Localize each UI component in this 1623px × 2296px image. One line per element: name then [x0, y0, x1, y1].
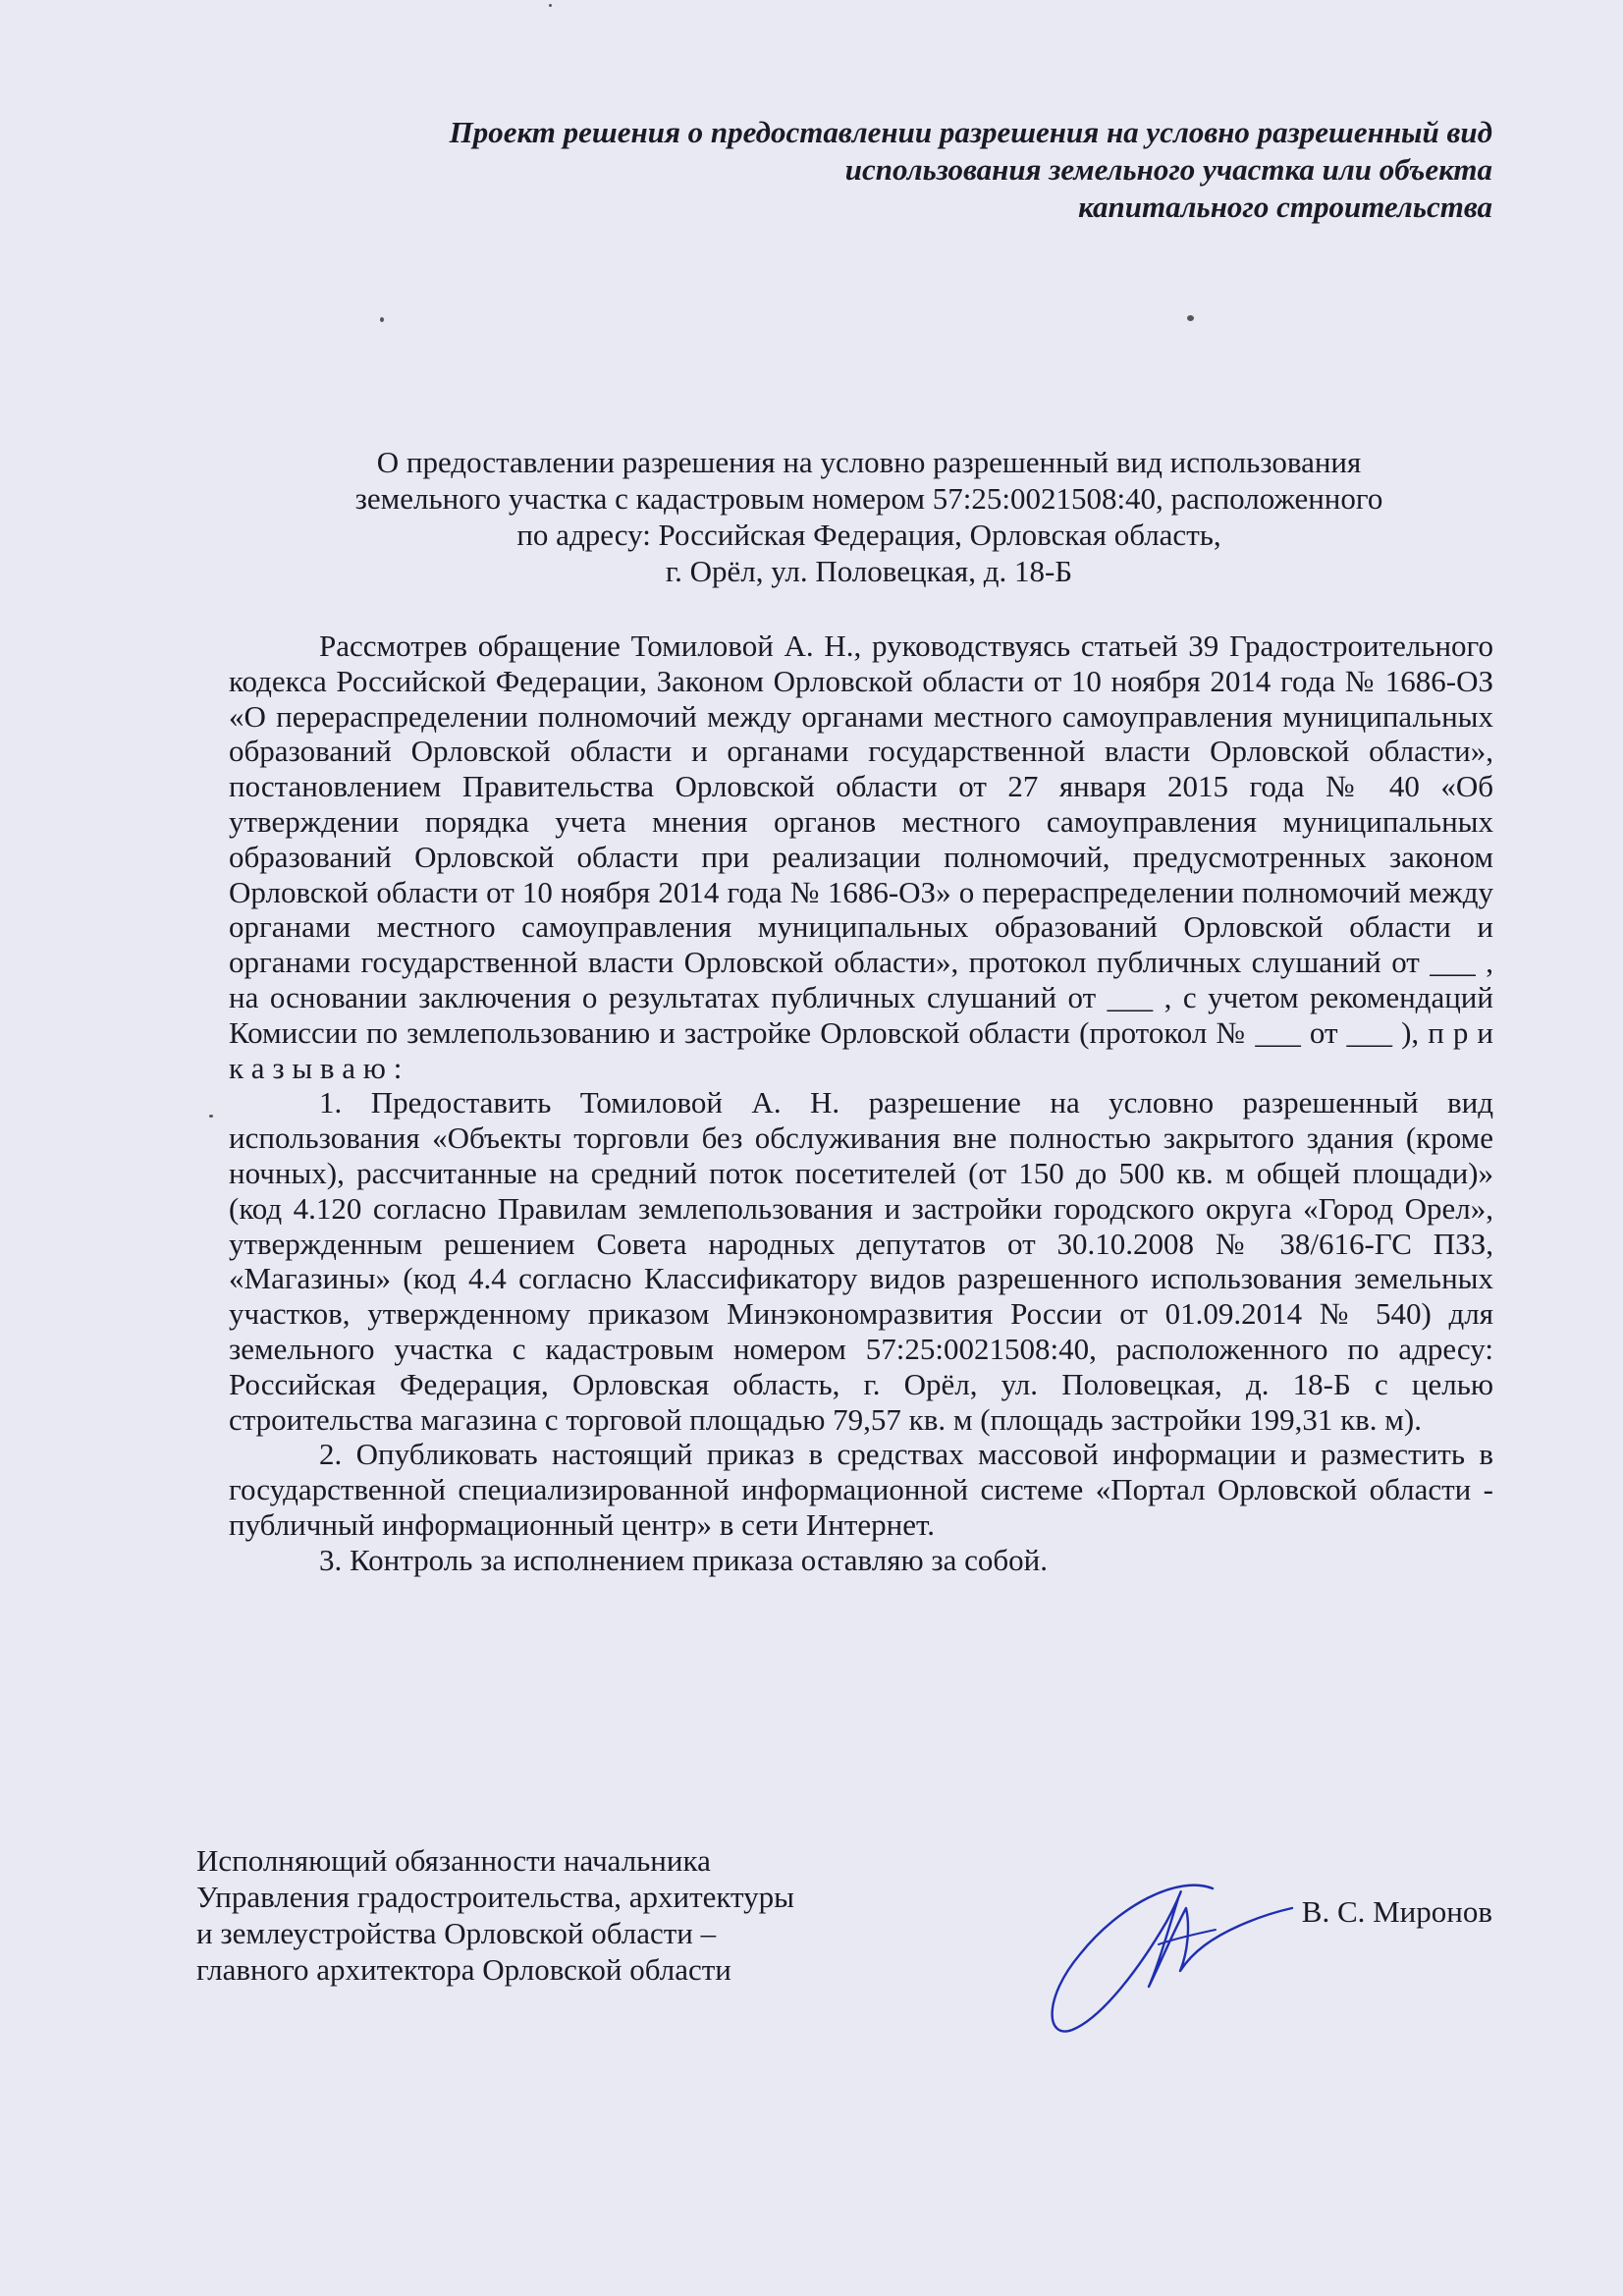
handwritten-signature [1011, 1861, 1296, 2048]
order-item-1: 1. Предоставить Томиловой А. Н. разрешение на условно разрешенный вид использования «Объекты торговли без обслуживания вне полностью закрытого здания (кроме ночных), рассчитанные на средний поток посетителей (от 150 до 500 кв. м общей площади)» (код 4.120 согласно Правилам землепользования и застройки городского округа «Город Орел», утвержденным решением Совета народных депутатов от 30.10.2008 № 38/616-ГС ПЗЗ, «Магазины» (код 4.4 согласно Классификатору видов разрешенного использования земельных участков, утвержденному приказом Минэкономразвития России от 01.09.2014 № 540) для земельного участка с кадастровым номером 57:25:0021508:40, расположенного по адресу: Российская Федерация, Орловская область, г. Орёл, ул. Половецкая, д. 18-Б с целью строительства магазина с торговой площадью 79,57 кв. м (площадь застройки 199,31 кв. м). [229, 1085, 1493, 1437]
position-line: и землеустройства Орловской области – [196, 1916, 717, 1950]
preamble-paragraph: Рассмотрев обращение Томиловой А. Н., руководствуясь статьей 39 Градостроительного кодекса Российской Федерации, Законом Орловской области от 10 ноября 2014 года № 1686-ОЗ «О перераспределении полномочий между органами местного самоуправления муниципальных образований Орловской области и органами государственной власти Орловской области», постановлением Правительства Орловской области от 27 января 2015 года № 40 «Об утверждении порядка учета мнения органов местного самоуправления муниципальных образований Орловской области при реализации полномочий, предусмотренных законом Орловской области от 10 ноября 2014 года № 1686-ОЗ» о перераспределении полномочий между органами местного самоуправления муниципальных образований Орловской области и органами государственной власти Орловской области», протокол публичных слушаний от ___ , на основании заключения о результатах публичных слушаний от ___ , с учетом рекомендаций Комиссии по землепользованию и застройке Орловской области (протокол № ___ от ___ ), п р и к а з ы в а ю : [229, 629, 1493, 1085]
position-line: Исполняющий обязанности начальника [196, 1843, 711, 1878]
title-line: по адресу: Российская Федерация, Орловская область, [516, 518, 1221, 552]
signatory-name: В. С. Миронов [1301, 1894, 1492, 1929]
scan-speck [380, 317, 384, 322]
scan-speck [549, 4, 552, 7]
position-line: Управления градостроительства, архитектуры [196, 1880, 794, 1914]
title-line: О предоставлении разрешения на условно разрешенный вид использования [376, 445, 1362, 479]
document-title [147, 444, 1591, 589]
signatory-position [196, 1842, 794, 1988]
header-line: капитального строительства [1078, 190, 1492, 224]
header-line: Проект решения о предоставлении разрешения на условно разрешенный вид [449, 115, 1492, 149]
title-line: земельного участка с кадастровым номером 57:25:0021508:40, расположенного [354, 481, 1383, 516]
scan-speck [209, 1115, 213, 1118]
position-line: главного архитектора Орловской области [196, 1952, 731, 1987]
order-item-3: 3. Контроль за исполнением приказа оставляю за собой. [319, 1542, 1049, 1577]
order-item-2: 2. Опубликовать настоящий приказ в средствах массовой информации и разместить в государственной специализированной информационной системе «Портал Орловской области - публичный информационный центр» в сети Интернет. [229, 1437, 1493, 1542]
title-line: г. Орёл, ул. Половецкая, д. 18-Б [665, 554, 1073, 588]
header-line: использования земельного участка или объекта [844, 152, 1492, 187]
scan-speck [1187, 315, 1194, 321]
document-body [229, 629, 1493, 1578]
document-header [226, 114, 1492, 226]
